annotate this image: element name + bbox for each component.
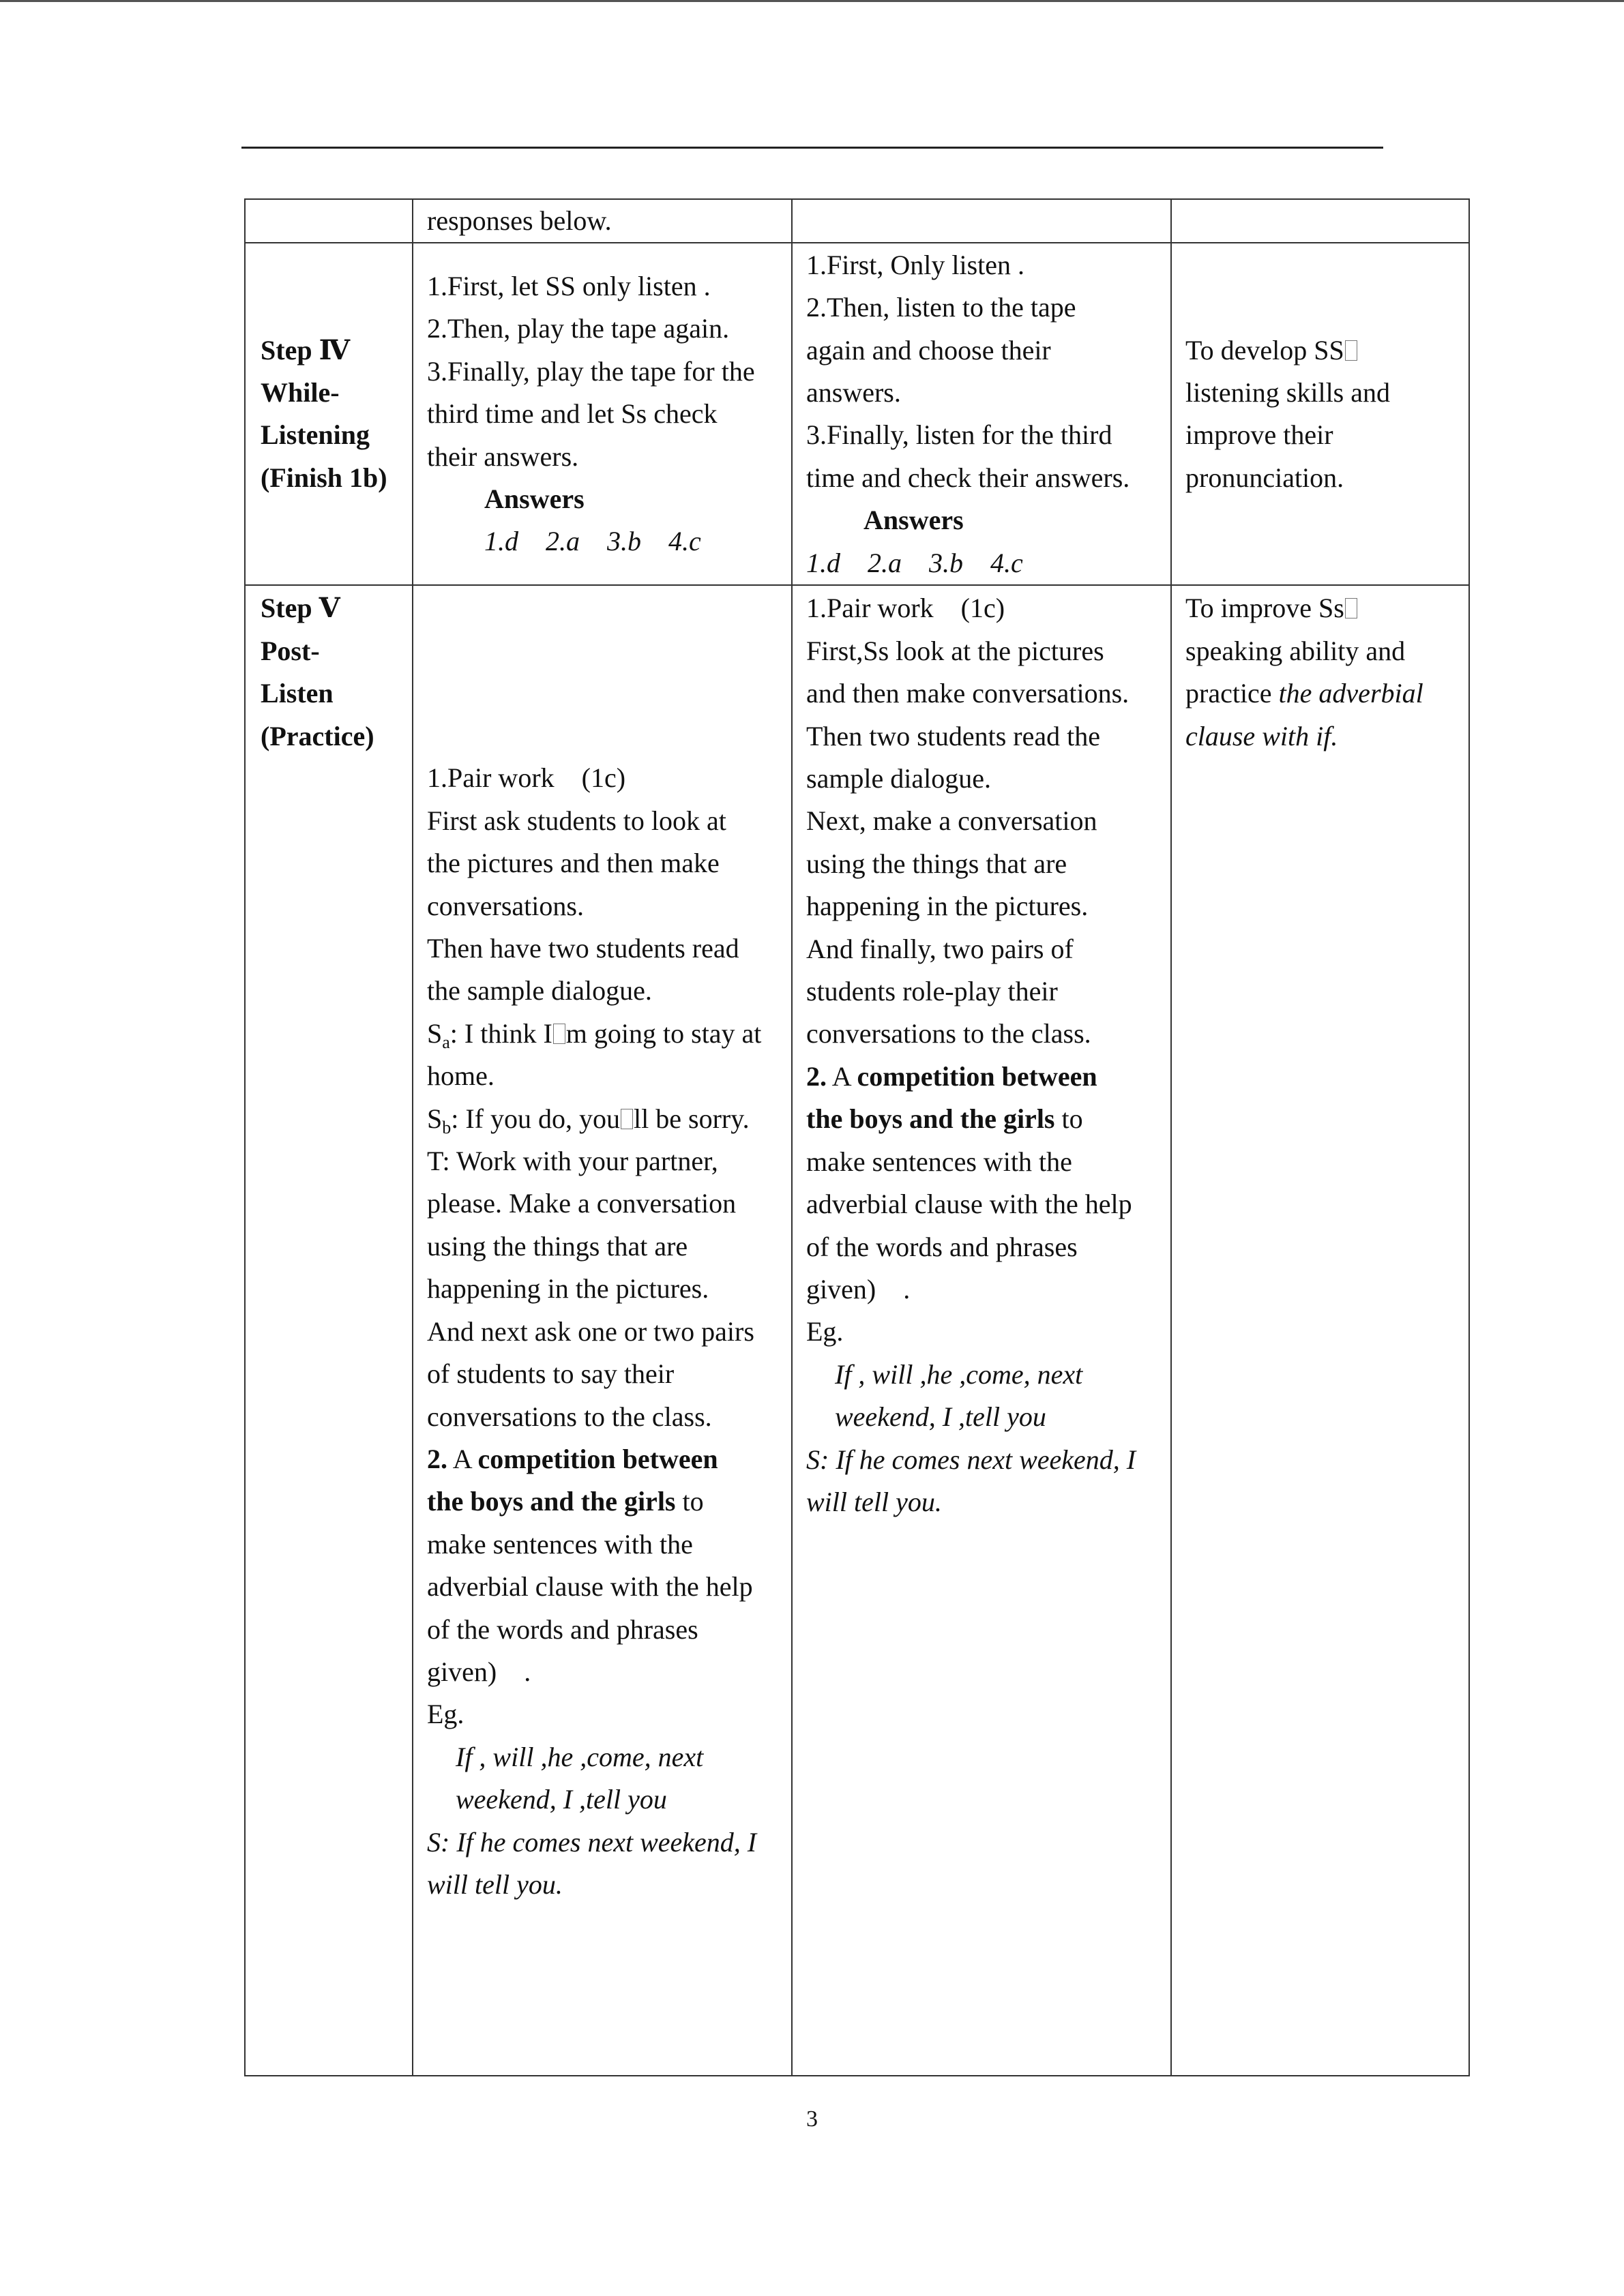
list-item: T: Work with your partner, — [427, 1146, 718, 1177]
dialog-text: ll be sorry. — [634, 1103, 750, 1134]
purpose-line: clause with if. — [1185, 720, 1338, 751]
competition-line-1 — [806, 1056, 1157, 1098]
competition-bold: the boys and the girls — [427, 1486, 676, 1517]
list-item: And next ask one or two pairs — [427, 1315, 754, 1347]
list-item: of the words and phrases — [427, 1613, 698, 1645]
competition-bold: competition between — [477, 1443, 718, 1474]
pair-work-title: 1.Pair work (1c) — [427, 762, 626, 794]
list-item: the sample dialogue. — [427, 975, 652, 1007]
competition-line-2 — [806, 1098, 1157, 1140]
eg-answer-1: S: If he comes next weekend, I — [427, 1826, 757, 1858]
dialog-text: : If you do, you — [451, 1103, 621, 1134]
student-activity-cell — [792, 199, 1171, 243]
competition-to: to — [675, 1486, 704, 1517]
list-item: their answers. — [427, 441, 579, 472]
missing-glyph-icon — [621, 1109, 633, 1129]
dialog-line-a — [427, 1013, 778, 1055]
list-item: given) . — [806, 1273, 911, 1304]
step-5-student-cell — [792, 585, 1171, 2076]
step-4-teacher-cell — [413, 243, 792, 585]
step-4-student-cell — [792, 243, 1171, 585]
eg-answer-1: S: If he comes next weekend, I — [806, 1444, 1136, 1475]
purpose-italic: the adverbial — [1278, 678, 1423, 709]
list-item: conversations to the class. — [806, 1018, 1091, 1049]
purpose-line: listening skills and — [1185, 377, 1390, 408]
eg-label: Eg. — [427, 1699, 464, 1730]
list-item: of students to say their — [427, 1358, 675, 1390]
list-item: using the things that are — [806, 848, 1067, 879]
table-row-step-4 — [245, 243, 1469, 585]
step-4-label: Step Ⅳ — [261, 334, 350, 366]
step-5-teacher-cell — [413, 585, 792, 2076]
list-item: First,Ss look at the pictures — [806, 635, 1104, 666]
page-number: 3 — [806, 2106, 818, 2132]
competition-line-2 — [427, 1480, 778, 1523]
competition-bold: competition between — [857, 1060, 1097, 1092]
method-text: responses below. — [427, 205, 612, 236]
step-cell — [245, 199, 413, 243]
list-item: Next, make a conversation — [806, 805, 1097, 837]
eg-label: Eg. — [806, 1316, 844, 1347]
purpose-line: pronunciation. — [1185, 462, 1344, 493]
list-item: 2.Then, play the tape again. — [427, 313, 730, 344]
missing-glyph-icon — [1345, 340, 1357, 361]
answers-label: Answers — [484, 483, 585, 515]
list-item: conversations. — [427, 890, 584, 921]
step-5-label: Step Ⅴ — [261, 593, 340, 624]
list-item: using the things that are — [427, 1230, 688, 1262]
purpose-cell — [1171, 199, 1469, 243]
list-item: Then two students read the — [806, 720, 1100, 751]
step-5-name-1: Post- — [261, 635, 320, 666]
answers-values: 1.d 2.a 3.b 4.c — [806, 547, 1023, 578]
missing-glyph-icon — [553, 1024, 565, 1044]
eg-prompt-2: weekend, I ,tell you — [456, 1784, 667, 1815]
list-item: answers. — [806, 377, 901, 408]
competition-article: A — [447, 1443, 478, 1474]
table-row-step-5 — [245, 585, 1469, 2076]
purpose-line — [1185, 672, 1455, 715]
step-5-name-3: (Practice) — [261, 720, 374, 751]
list-item: adverbial clause with the help — [427, 1571, 753, 1602]
list-item: third time and let Ss check — [427, 398, 718, 430]
competition-article: A — [827, 1060, 857, 1092]
competition-line-1 — [427, 1438, 778, 1480]
list-item: 1.First, Only listen . — [806, 249, 1025, 280]
dialog-line-b — [427, 1098, 778, 1140]
list-item: 3.Finally, play the tape for the — [427, 355, 755, 387]
step-5-name-2: Listen — [261, 678, 334, 709]
purpose-text: To develop SS — [1185, 334, 1344, 366]
list-item: And finally, two pairs of — [806, 933, 1074, 964]
list-item: again and choose their — [806, 334, 1051, 366]
teacher-activity-cell — [413, 199, 792, 243]
speaker-sub: a — [442, 1032, 450, 1052]
missing-glyph-icon — [1345, 598, 1357, 618]
answers-values: 1.d 2.a 3.b 4.c — [484, 526, 701, 557]
answers-label: Answers — [863, 505, 964, 536]
list-item: happening in the pictures. — [806, 891, 1089, 922]
list-item: students role-play their — [806, 976, 1058, 1007]
eg-answer-2: will tell you. — [806, 1486, 942, 1517]
list-item: 3.Finally, listen for the third — [806, 419, 1112, 451]
list-item: 2.Then, listen to the tape — [806, 292, 1076, 323]
dialog-text: : I think I — [449, 1017, 552, 1049]
purpose-text: practice — [1185, 678, 1279, 709]
list-item: given) . — [427, 1656, 531, 1687]
header-rule — [241, 147, 1383, 149]
step-5-label-cell — [245, 585, 413, 2076]
list-item: happening in the pictures. — [427, 1273, 709, 1304]
list-item: please. Make a conversation — [427, 1188, 737, 1219]
list-item: sample dialogue. — [806, 763, 992, 794]
step-5-purpose-cell — [1171, 585, 1469, 2076]
list-item: make sentences with the — [806, 1146, 1072, 1177]
list-item: First ask students to look at — [427, 805, 726, 836]
dialog-text: m going to stay at — [565, 1017, 762, 1049]
speaker-sub: b — [442, 1117, 452, 1137]
list-item: conversations to the class. — [427, 1401, 712, 1432]
list-item: make sentences with the — [427, 1528, 693, 1560]
step-4-name-2: Listening — [261, 419, 370, 451]
competition-number: 2. — [806, 1060, 827, 1092]
list-item: the pictures and then make — [427, 848, 720, 879]
purpose-line — [1185, 329, 1455, 372]
list-item: Then have two students read — [427, 933, 739, 964]
dialog-line-a-cont: home. — [427, 1060, 494, 1092]
step-4-purpose-cell — [1171, 243, 1469, 585]
list-item: 1.First, let SS only listen . — [427, 270, 711, 301]
table-row-continued — [245, 199, 1469, 243]
competition-bold: the boys and the girls — [806, 1103, 1055, 1135]
list-item: 1.Pair work (1c) — [806, 593, 1005, 624]
purpose-text: To improve Ss — [1185, 593, 1344, 624]
step-4-label-cell — [245, 243, 413, 585]
purpose-line — [1185, 587, 1455, 629]
competition-number: 2. — [427, 1443, 447, 1474]
eg-prompt-2: weekend, I ,tell you — [835, 1401, 1046, 1433]
eg-prompt-1: If , will ,he ,come, next — [456, 1741, 704, 1772]
list-item: time and check their answers. — [806, 462, 1130, 493]
eg-prompt-1: If , will ,he ,come, next — [835, 1358, 1083, 1390]
list-item: and then make conversations. — [806, 678, 1130, 709]
purpose-line: speaking ability and — [1185, 635, 1406, 666]
speaker: S — [427, 1103, 443, 1134]
list-item: adverbial clause with the help — [806, 1189, 1132, 1220]
eg-answer-2: will tell you. — [427, 1868, 563, 1900]
purpose-line: improve their — [1185, 419, 1333, 451]
step-4-name-3: (Finish 1b) — [261, 462, 387, 493]
step-4-name-1: While- — [261, 377, 340, 408]
speaker: S — [427, 1017, 443, 1049]
lesson-plan-table — [244, 198, 1470, 2076]
competition-to: to — [1054, 1103, 1083, 1135]
list-item: of the words and phrases — [806, 1231, 1078, 1262]
